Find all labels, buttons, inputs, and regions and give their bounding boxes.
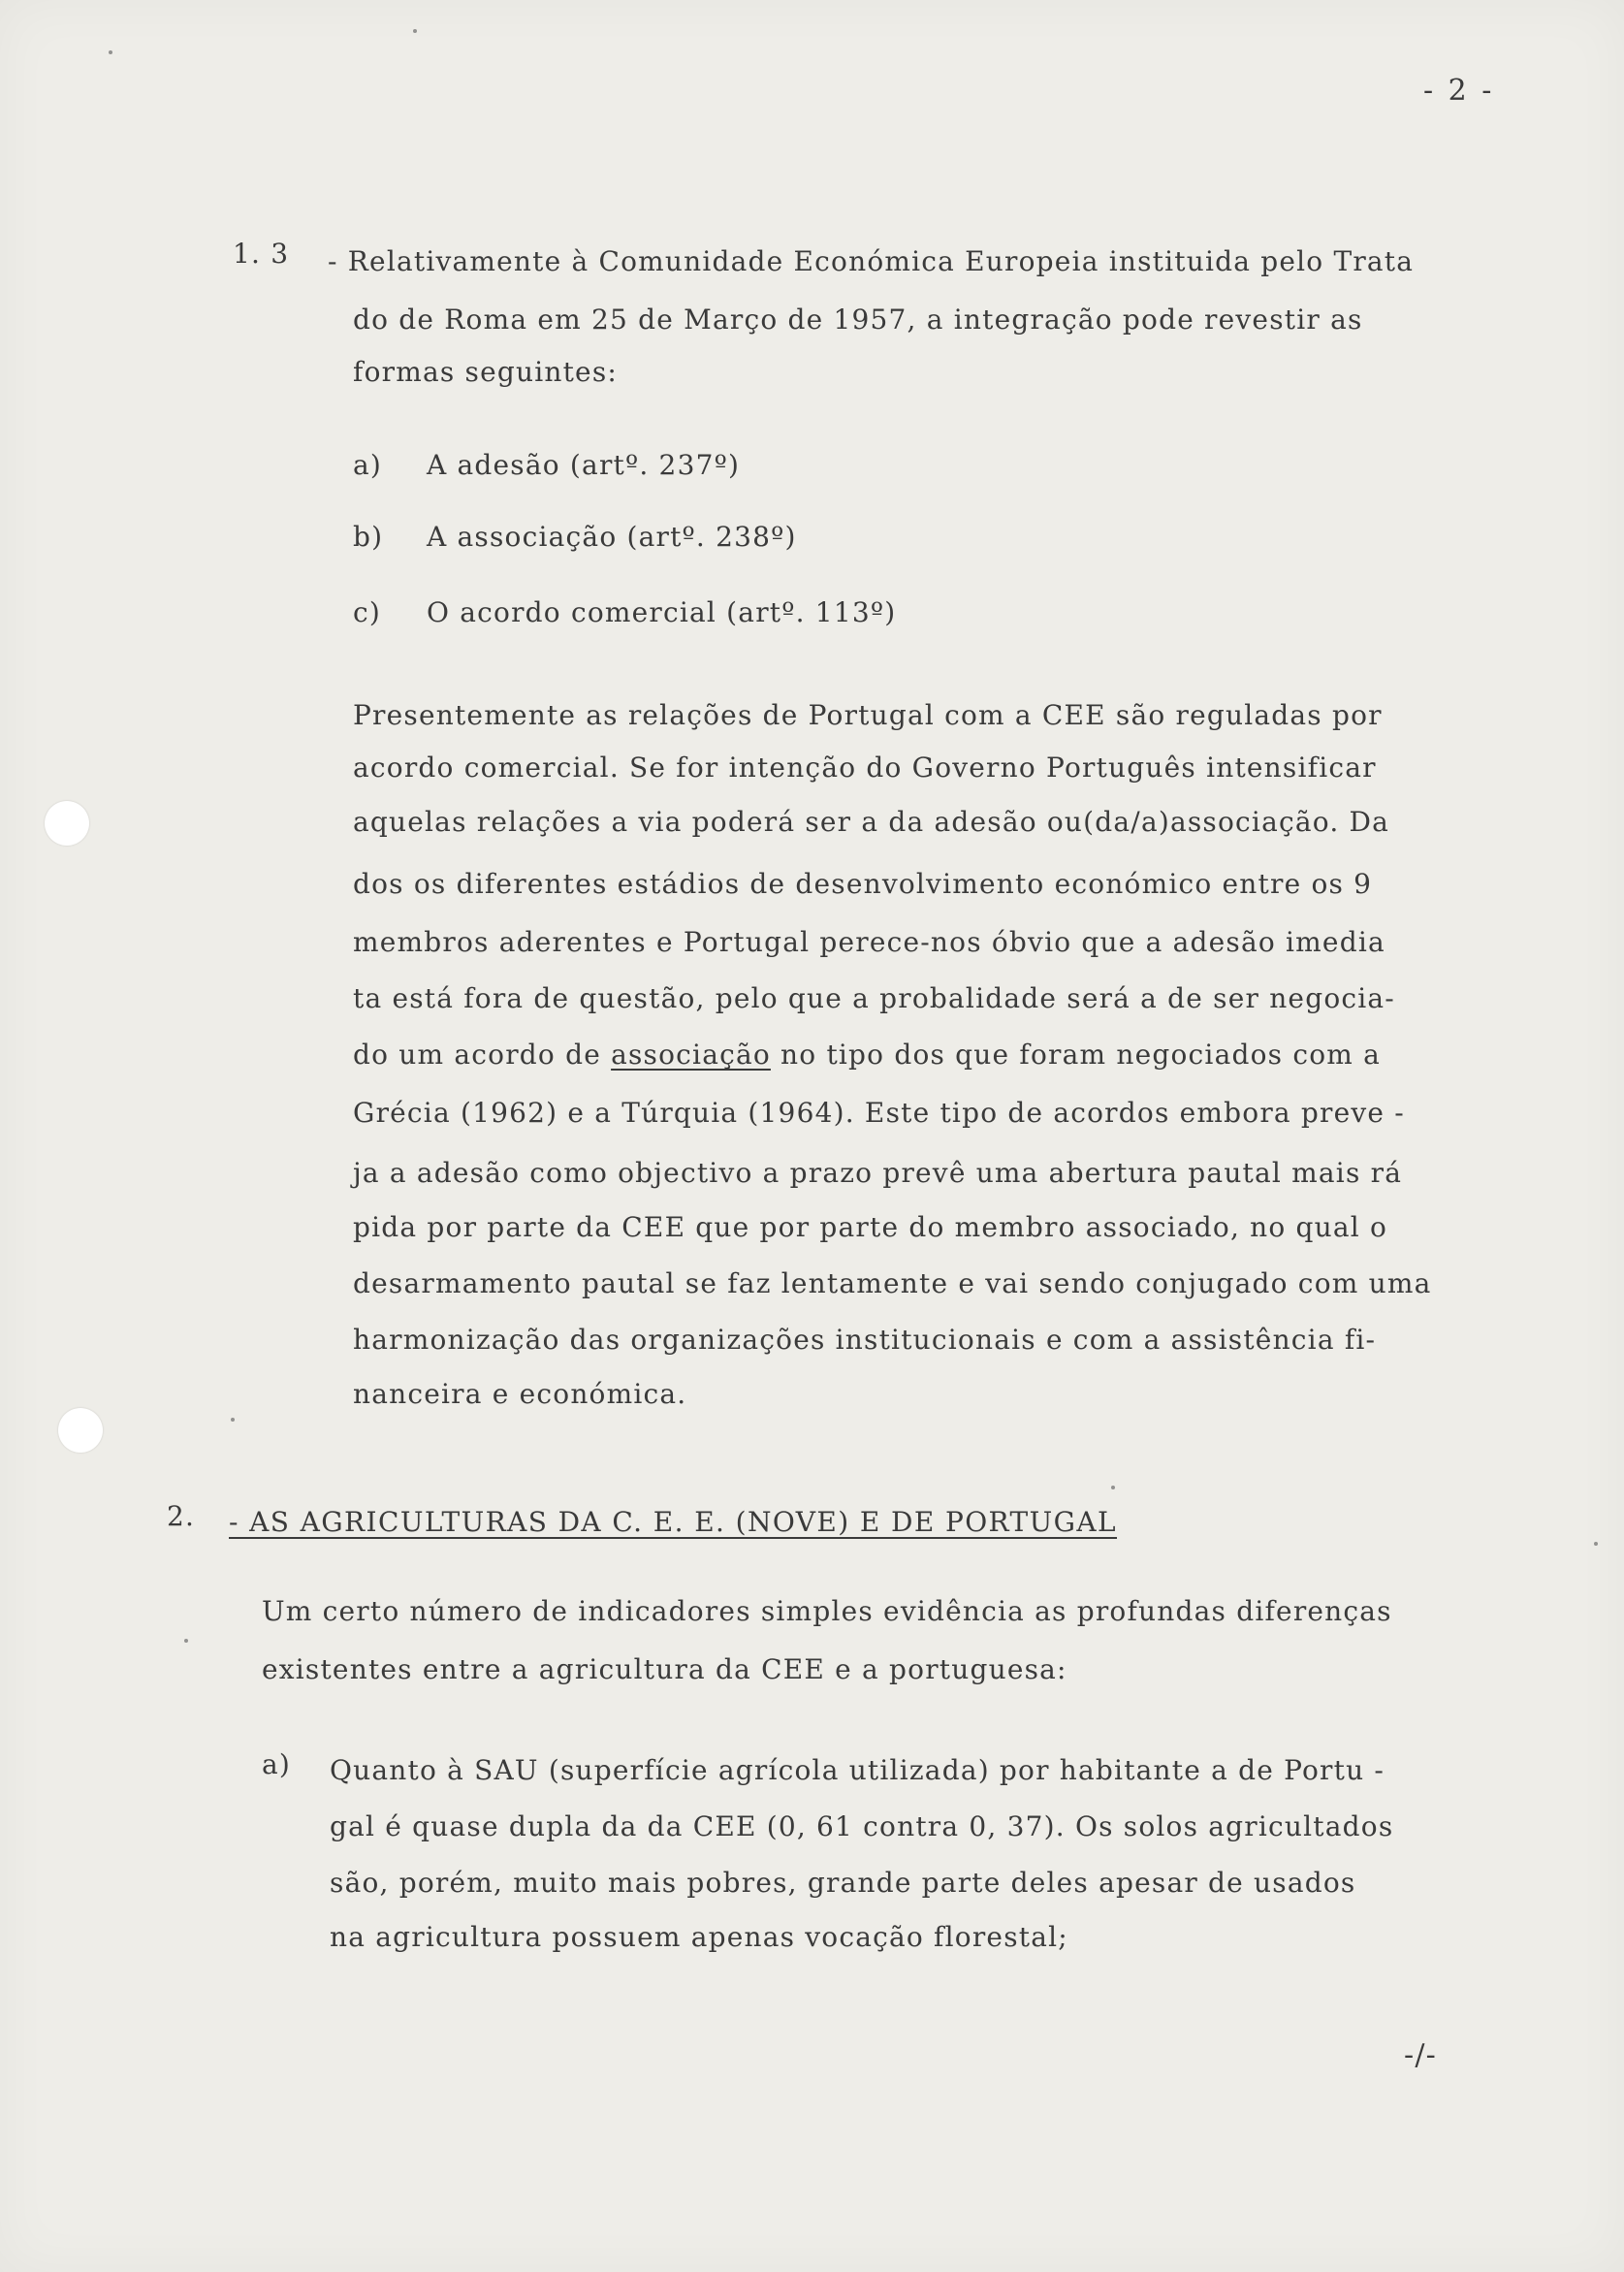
speck [109,50,112,54]
text-line: formas seguintes: [353,356,619,388]
paragraph-line-start: do um acordo de [353,1039,601,1071]
punch-hole-bottom [58,1408,103,1453]
continuation-mark: -/- [1404,2038,1437,2072]
paragraph-line: acordo comercial. Se for intenção do Governo Português intensificar [353,752,1377,784]
speck [1111,1486,1115,1489]
paragraph-line: desarmamento pautal se faz lentamente e vai sendo conjugado com uma [353,1267,1432,1299]
paragraph-line: harmonização das organizações institucionais e com a assistência fi- [353,1324,1377,1356]
paragraph-line-end: no tipo dos que foram negociados com a [780,1039,1382,1071]
paragraph-line: pida por parte da CEE que por parte do membro associado, no qual o [353,1211,1388,1243]
paragraph-line: aquelas relações a via poderá ser a da adesão ou(da/a)associação. Da [353,806,1390,838]
paragraph-line: nanceira e económica. [353,1378,687,1410]
text-line: do de Roma em 25 de Março de 1957, a integração pode revestir as [353,304,1363,336]
page-number: - 2 - [1423,74,1495,108]
punch-hole-top [45,801,89,846]
list-item: O acordo comercial (artº. 113º) [427,596,897,628]
paragraph-line: existentes entre a agricultura da CEE e a portuguesa: [262,1653,1067,1685]
speck [184,1639,188,1643]
list-letter: a) [262,1748,292,1780]
section-number: 1. 3 [233,238,290,270]
speck [1594,1542,1598,1546]
paragraph-line: Grécia (1962) e a Túrquia (1964). Este tipo de acordos embora preve - [353,1097,1405,1129]
speck [231,1418,235,1422]
paragraph-line: Um certo número de indicadores simples evidência as profundas diferenças [262,1595,1392,1627]
speck [413,29,417,33]
text-line: - Relativamente à Comunidade Económica Europeia instituida pelo Trata [328,245,1415,277]
list-item-line: gal é quase dupla da da CEE (0, 61 contra 0, 37). Os solos agricultados [330,1810,1394,1842]
paragraph-line: ja a adesão como objectivo a prazo prevê uma abertura pautal mais rá [353,1157,1403,1189]
list-item: A associação (artº. 238º) [427,521,797,553]
paragraph-line: Presentemente as relações de Portugal com a CEE são reguladas por [353,699,1383,731]
list-item: A adesão (artº. 237º) [427,449,741,481]
section-heading: - AS AGRICULTURAS DA C. E. E. (NOVE) E DE PORTUGAL [229,1506,1118,1538]
paragraph-line: membros aderentes e Portugal perece-nos óbvio que a adesão imedia [353,926,1385,958]
list-letter: a) [353,449,383,481]
paragraph-line [353,1036,1381,1074]
underlined-word: associação [611,1039,771,1071]
list-letter: b) [353,521,384,553]
list-item-line: Quanto à SAU (superfície agrícola utilizada) por habitante a de Portu - [330,1754,1385,1786]
list-item-line: na agricultura possuem apenas vocação florestal; [330,1921,1068,1953]
list-item-line: são, porém, muito mais pobres, grande parte deles apesar de usados [330,1867,1356,1899]
list-letter: c) [353,596,382,628]
section-number: 2. [167,1500,196,1532]
paragraph-line: dos os diferentes estádios de desenvolvimento económico entre os 9 [353,868,1373,900]
paragraph-line: ta está fora de questão, pelo que a probalidade será a de ser negocia- [353,982,1395,1014]
